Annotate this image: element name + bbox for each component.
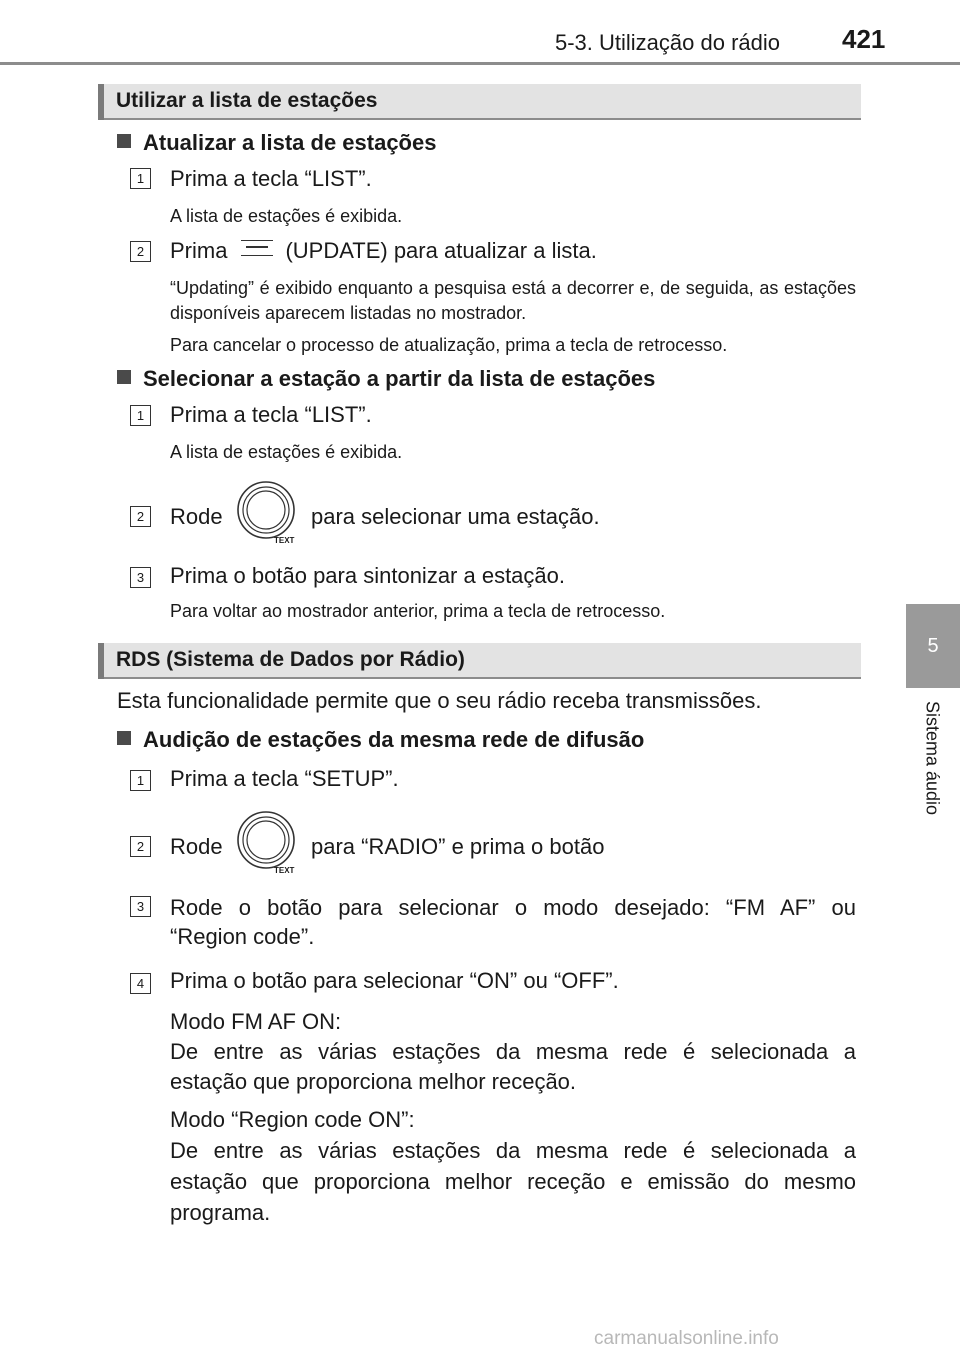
square-bullet-icon: [117, 134, 131, 148]
step-number-badge: 1: [130, 405, 151, 426]
step-text: para “RADIO” e prima o botão: [311, 834, 605, 859]
mode-title: Modo “Region code ON”:: [170, 1107, 415, 1132]
page-number: 421: [842, 24, 886, 54]
step-text-part: Prima: [170, 238, 228, 263]
step-text: Prima a tecla “LIST”.: [170, 402, 372, 427]
step-note: A lista de estações é exibida.: [170, 206, 403, 226]
step-text: Prima a tecla “LIST”.: [170, 166, 372, 191]
mode-description: programa.: [170, 1200, 271, 1225]
step-text: [170, 238, 597, 264]
step-number-badge: 3: [130, 896, 151, 917]
square-bullet-icon: [117, 370, 131, 384]
mode-description: De entre as várias estações da mesma rede é selecionada a: [170, 1138, 856, 1163]
mode-description: De entre as várias estações da mesma rede é selecionada a: [170, 1039, 856, 1064]
running-header-section: 5-3. Utilização do rádio: [555, 30, 781, 55]
step-number-badge: 1: [130, 168, 151, 189]
intro-paragraph: Esta funcionalidade permite que o seu rádio receba transmissões.: [117, 688, 762, 713]
section-heading-text: Utilizar a lista de estações: [116, 89, 378, 112]
subheading-text: Audição de estações da mesma rede de difusão: [143, 727, 645, 752]
chapter-label: Sistema áudio: [922, 700, 943, 816]
subheading-same-network: [117, 727, 644, 753]
step-text: “Region code”.: [170, 924, 315, 949]
step-note: A lista de estações é exibida.: [170, 442, 403, 462]
step-note-text: “Updating” é exibido enquanto a pesquisa está a decorrer e, de seguida, as estações disponíveis aparecem listadas no mostrador.: [170, 278, 856, 323]
step-number-badge: 3: [130, 567, 151, 588]
chapter-number: 5: [927, 634, 939, 657]
update-key-icon: [241, 240, 273, 256]
step-text: para selecionar uma estação.: [311, 504, 600, 529]
step-note: Para cancelar o processo de atualização, prima a tecla de retrocesso.: [170, 335, 728, 355]
step-number-badge: 2: [130, 836, 151, 857]
step-note: [170, 276, 856, 326]
section-heading-station-list: [98, 84, 861, 120]
step-note: Para voltar ao mostrador anterior, prima a tecla de retrocesso.: [170, 601, 666, 621]
step-text: Rode: [170, 834, 223, 859]
step-number-badge: 1: [130, 770, 151, 791]
step-text: Rode: [170, 504, 223, 529]
step-text-part: (UPDATE) para atualizar a lista.: [285, 238, 597, 263]
step-text: Prima a tecla “SETUP”.: [170, 766, 399, 791]
watermark: carmanualsonline.info: [594, 1328, 779, 1349]
square-bullet-icon: [117, 731, 131, 745]
mode-description: estação que proporciona melhor receção.: [170, 1069, 577, 1094]
tune-knob-icon: [236, 810, 300, 874]
chapter-tab: [906, 604, 960, 688]
header-rule: [0, 62, 960, 65]
step-text: Rode o botão para selecionar o modo desejado: “FM AF” ou: [170, 895, 856, 920]
step-number-badge: 2: [130, 506, 151, 527]
step-text: Prima o botão para selecionar “ON” ou “OFF”.: [170, 968, 619, 993]
step-number-badge: 4: [130, 973, 151, 994]
mode-description: estação que proporciona melhor receção e emissão do mesmo: [170, 1169, 856, 1194]
knob-label: TEXT: [274, 866, 295, 875]
subheading-text: Selecionar a estação a partir da lista de estações: [143, 366, 656, 391]
step-text: Prima o botão para sintonizar a estação.: [170, 563, 566, 588]
mode-title: Modo FM AF ON:: [170, 1009, 342, 1034]
tune-knob-icon: [236, 480, 300, 544]
subheading-select-from-list: [117, 366, 655, 392]
step-number-badge: 2: [130, 241, 151, 262]
section-heading-text: RDS (Sistema de Dados por Rádio): [116, 648, 465, 671]
section-heading-rds: [98, 643, 861, 679]
subheading-text: Atualizar a lista de estações: [143, 130, 437, 155]
subheading-update-list: [117, 130, 436, 156]
knob-label: TEXT: [274, 536, 295, 545]
